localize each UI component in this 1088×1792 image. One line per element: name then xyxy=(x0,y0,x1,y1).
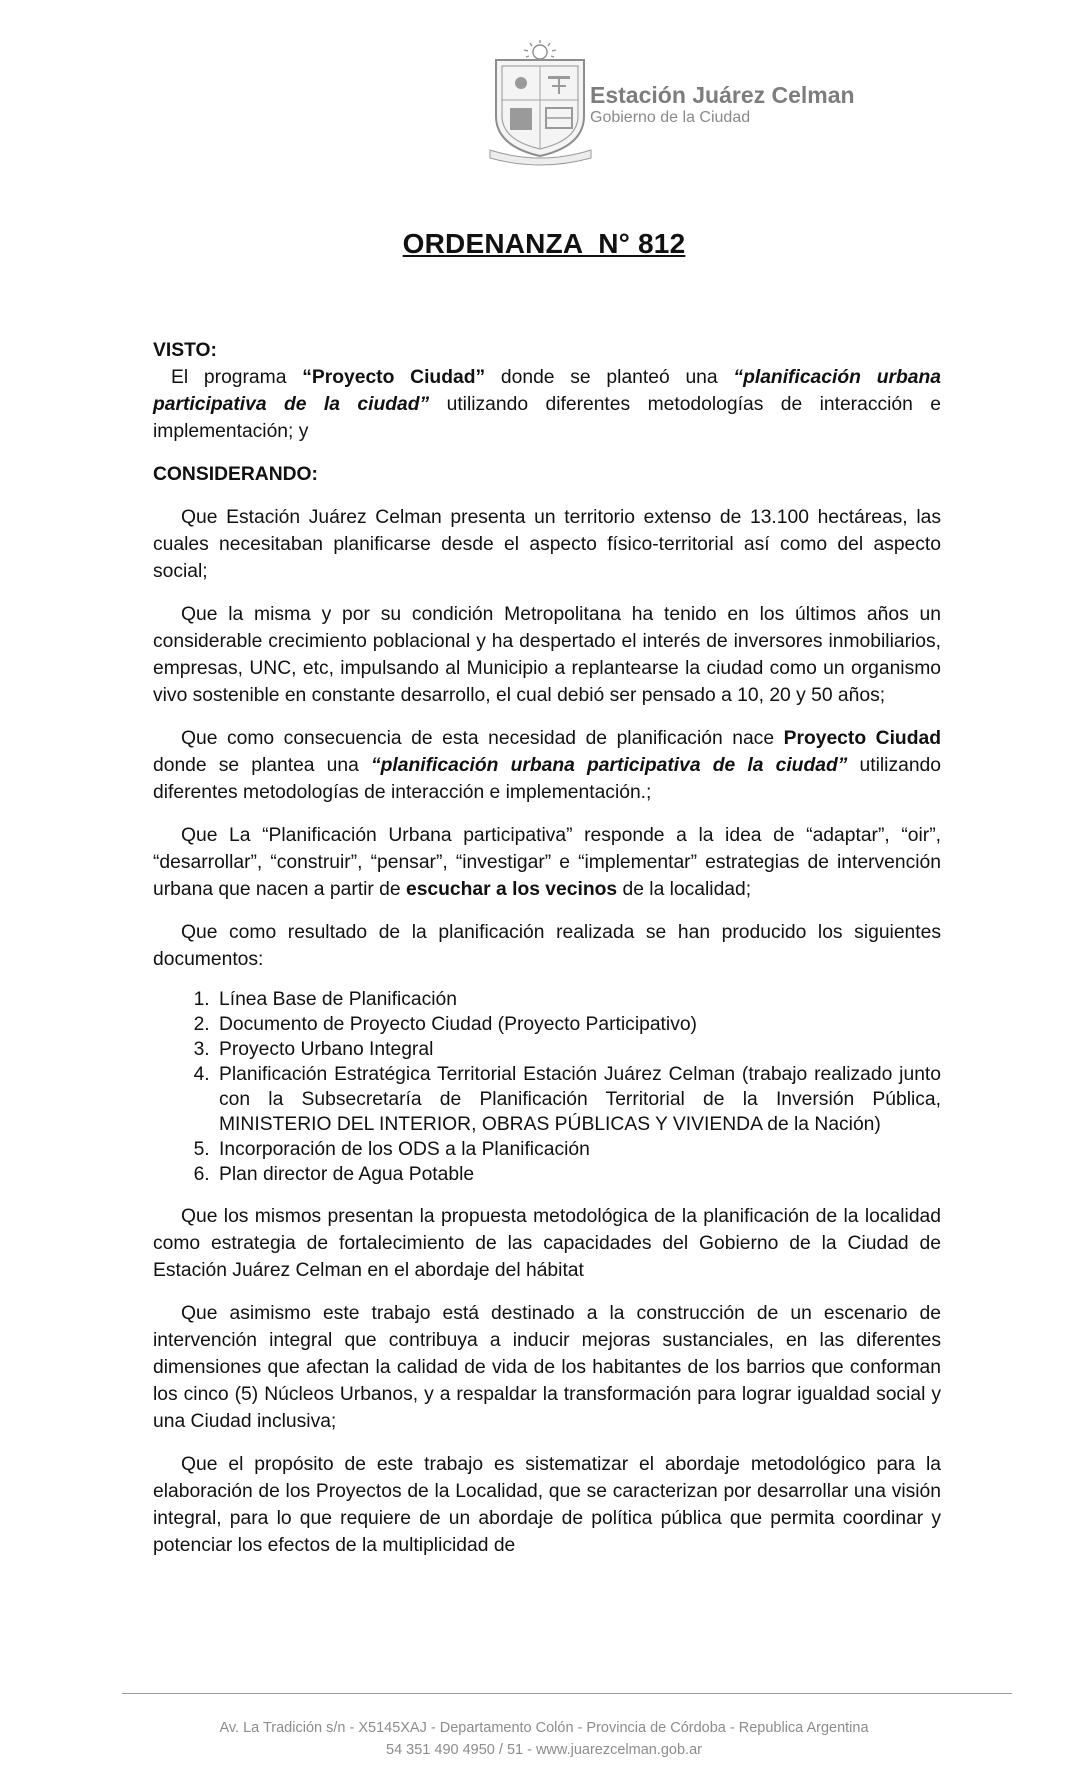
list-item: 1. Línea Base de Planificación xyxy=(215,987,941,1012)
documents-list xyxy=(153,987,941,1187)
p3-emphasis: “planificación urbana participativa de la ciudad” xyxy=(370,755,848,776)
visto-label: VISTO: xyxy=(153,340,217,361)
considerando-paragraph-3 xyxy=(153,725,941,806)
considerando-paragraph-7: Que asimismo este trabajo está destinado a la construcción de un escenario de intervención integral que contribuya a inducir mejoras sustanciales, en las diferentes dimensiones que afectan la calidad de vida de los habitantes de los barrios que conforman los cinco (5) Núcleos Urbanos, y a respaldar la transformación para lograr igualdad social y una Ciudad inclusiva; xyxy=(153,1303,941,1432)
visto-emphasis: “planificación urbana participativa de la ciudad” xyxy=(153,367,941,415)
p3-text-3: donde se plantea una xyxy=(153,755,371,776)
list-item: 3. Proyecto Urbano Integral xyxy=(215,1037,941,1062)
p3-text-1: Que como consecuencia de esta necesidad de planificación nace xyxy=(181,728,784,749)
p4-text-1: Que La “Planificación Urbana participativa” responde a la idea de “adaptar”, “oir”, “desarrollar”, “construir”, “pensar”, “investigar” e “implementar” estrategias de intervención urbana que nacen a partir de xyxy=(153,825,941,900)
considerando-paragraph-2: Que la misma y por su condición Metropolitana ha tenido en los últimos años un considerable crecimiento poblacional y ha despertado el interés de inversores inmobiliarios, empresas, UNC, etc, impulsando al Municipio a replantearse la ciudad como un organismo vivo sostenible en constante desarrollo, el cual debió ser pensado a 10, 20 y 50 años; xyxy=(153,604,941,706)
considerando-paragraph-8: Que el propósito de este trabajo es sistematizar el abordaje metodológico para la elaboración de los Proyectos de la Localidad, que se caracterizan por desarrollar una visión integral, para lo que requiere de un abordaje de política pública que permita coordinar y potenciar los efectos de la multiplicidad de xyxy=(153,1454,941,1556)
page-footer xyxy=(0,1717,1088,1761)
visto-text-3: donde se planteó una xyxy=(485,367,734,388)
considerando-paragraph-1: Que Estación Juárez Celman presenta un territorio extenso de 13.100 hectáreas, las cuales necesitaban planificarse desde el aspecto físico-territorial así como del aspecto social; xyxy=(153,507,941,582)
list-item: 5. Incorporación de los ODS a la Planificación xyxy=(215,1137,941,1162)
document-body xyxy=(153,337,941,1559)
municipal-crest-icon xyxy=(488,38,593,166)
visto-paragraph xyxy=(153,364,941,445)
p4-emphasis: escuchar a los vecinos xyxy=(405,879,618,900)
visto-program-name: “Proyecto Ciudad” xyxy=(302,367,486,388)
visto-text-1: El programa xyxy=(171,367,303,388)
considerando-paragraph-6: Que los mismos presentan la propuesta metodológica de la planificación de la localidad como estrategia de fortalecimiento de las capacidades del Gobierno de la Ciudad de Estación Juárez Celman en el abordaje del hábitat xyxy=(153,1206,941,1281)
org-name: Estación Juárez Celman xyxy=(590,82,855,108)
list-item: 4. Planificación Estratégica Territorial Estación Juárez Celman (trabajo realizado junto con la Subsecretaría de Planificación Territorial de la Inversión Pública, MINISTERIO DEL INTERIOR, OBRAS PÚBLICAS Y VIVIENDA de la Nación) xyxy=(215,1062,941,1137)
page-title: ORDENANZA N° 812 xyxy=(402,228,686,259)
org-subtitle: Gobierno de la Ciudad xyxy=(590,109,751,126)
p3-text-5: utilizando diferentes metodologías de interacción e implementación.; xyxy=(153,755,941,803)
footer-address: Av. La Tradición s/n - X5145XAJ - Departamento Colón - Provincia de Córdoba - Republica Argentina xyxy=(219,1720,869,1736)
footer-divider xyxy=(122,1693,1012,1694)
p4-text-3: de la localidad; xyxy=(617,879,752,900)
visto-text-5: utilizando diferentes metodologías de interacción e implementación; y xyxy=(153,394,941,442)
letterhead xyxy=(488,38,908,168)
list-item: 6. Plan director de Agua Potable xyxy=(215,1162,941,1187)
considerando-paragraph-4 xyxy=(153,822,941,903)
p3-project-name: Proyecto Ciudad xyxy=(783,728,941,749)
footer-contact: 54 351 490 4950 / 51 - www.juarezcelman.gob.ar xyxy=(386,1742,702,1758)
considerando-label: CONSIDERANDO: xyxy=(153,464,318,485)
considerando-paragraph-5: Que como resultado de la planificación realizada se han producido los siguientes documentos: xyxy=(153,922,941,970)
list-item: 2. Documento de Proyecto Ciudad (Proyecto Participativo) xyxy=(215,1012,941,1037)
